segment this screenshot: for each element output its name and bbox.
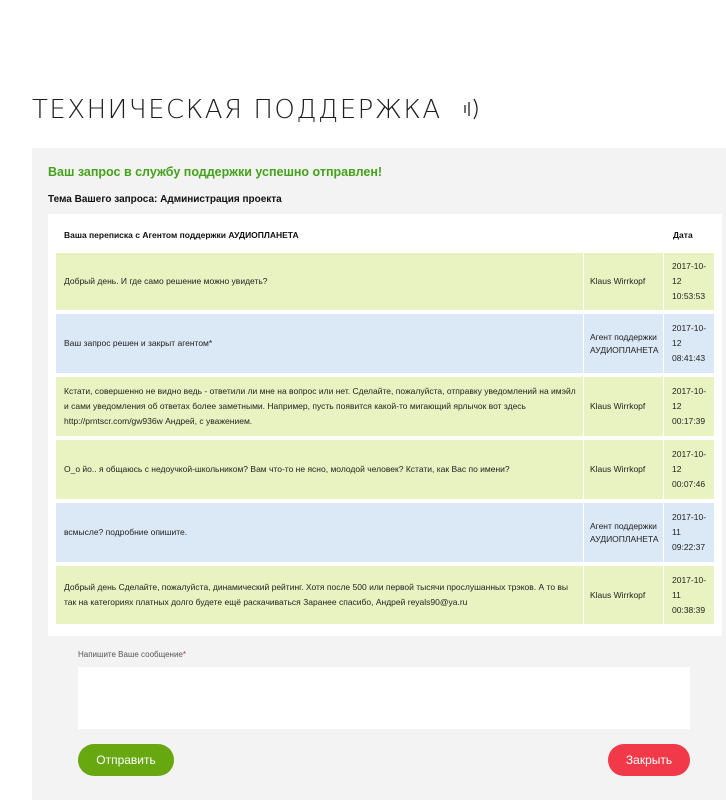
success-message: Ваш запрос в службу поддержки успешно отправлен!: [48, 165, 383, 179]
table-row: [56, 566, 714, 624]
message-date: 2017-10- 12 10:53:53: [672, 261, 707, 301]
message-date: 2017-10- 12 00:07:46: [672, 449, 707, 489]
message-date: 2017-10- 12 08:41:43: [672, 323, 707, 363]
sound-wave-icon: [463, 98, 483, 120]
message-author: Klaus Wirrkopf: [584, 440, 664, 499]
support-panel: [32, 148, 726, 800]
table-row: [56, 253, 714, 310]
table-row: [56, 440, 714, 499]
message-text: всмысле? подробние опишите.: [56, 503, 584, 562]
message-author: Klaus Wirrkopf: [584, 253, 664, 310]
header-message: Ваша переписка с Агентом поддержки АУДИОПЛАНЕТА: [64, 230, 299, 240]
message-text: Кстати, совершенно не видно ведь - ответили ли мне на вопрос или нет. Сделайте, пожалуйста, отправку уведомлений на имэйл и сами уведомления об ответах более заметными. Например, пусть появится какой-то мигающий ярлычок вот здесь http://prntscr.com/gw936w Андрей, с уважением.: [56, 377, 584, 436]
required-mark: *: [182, 650, 187, 659]
message-text: Добрый день Сделайте, пожалуйста, динамический рейтинг. Хотя после 500 или первой тысячи прослушанных трэков. А то вы так на категориях платных долго будете ещё раскачиваться Заранее спасибо, Андрей reyals90@ya.ru: [56, 566, 584, 624]
message-author: Агент поддержки АУДИОПЛАНЕТА: [584, 503, 664, 562]
message-text: Ваш запрос решен и закрыт агентом*: [56, 314, 584, 373]
table-row: [56, 377, 714, 436]
message-date: 2017-10- 11 09:22:37: [672, 512, 707, 552]
page-title-text: ТЕХНИЧЕСКАЯ ПОДДЕРЖКА: [32, 95, 442, 125]
message-author: Klaus Wirrkopf: [584, 377, 664, 436]
send-button[interactable]: Отправить: [78, 744, 174, 776]
header-date: Дата: [673, 230, 693, 240]
message-date: 2017-10- 12 00:17:39: [672, 386, 707, 426]
conversation-table: [48, 214, 722, 636]
message-author: Klaus Wirrkopf: [584, 566, 664, 624]
message-date: 2017-10- 11 00:38:39: [672, 574, 707, 615]
ticket-topic: Тема Вашего запроса: Администрация проекта: [48, 194, 282, 205]
message-field-label: [78, 650, 186, 659]
message-text: О_о йо.. я общаюсь с недоучкой-школьником? Вам что-то не ясно, молодой человек? Кстати, как Вас по имени?: [56, 440, 584, 499]
page-title: [32, 95, 483, 125]
message-input[interactable]: [78, 667, 690, 729]
message-field-label-text: Напишите Ваше сообщение: [78, 650, 183, 659]
table-header: [56, 224, 714, 252]
close-button[interactable]: Закрыть: [608, 744, 690, 776]
message-text: Добрый день. И где само решение можно увидеть?: [56, 253, 584, 310]
table-row: [56, 503, 714, 562]
message-author: Агент поддержки АУДИОПЛАНЕТА: [584, 314, 664, 373]
table-row: [56, 314, 714, 373]
